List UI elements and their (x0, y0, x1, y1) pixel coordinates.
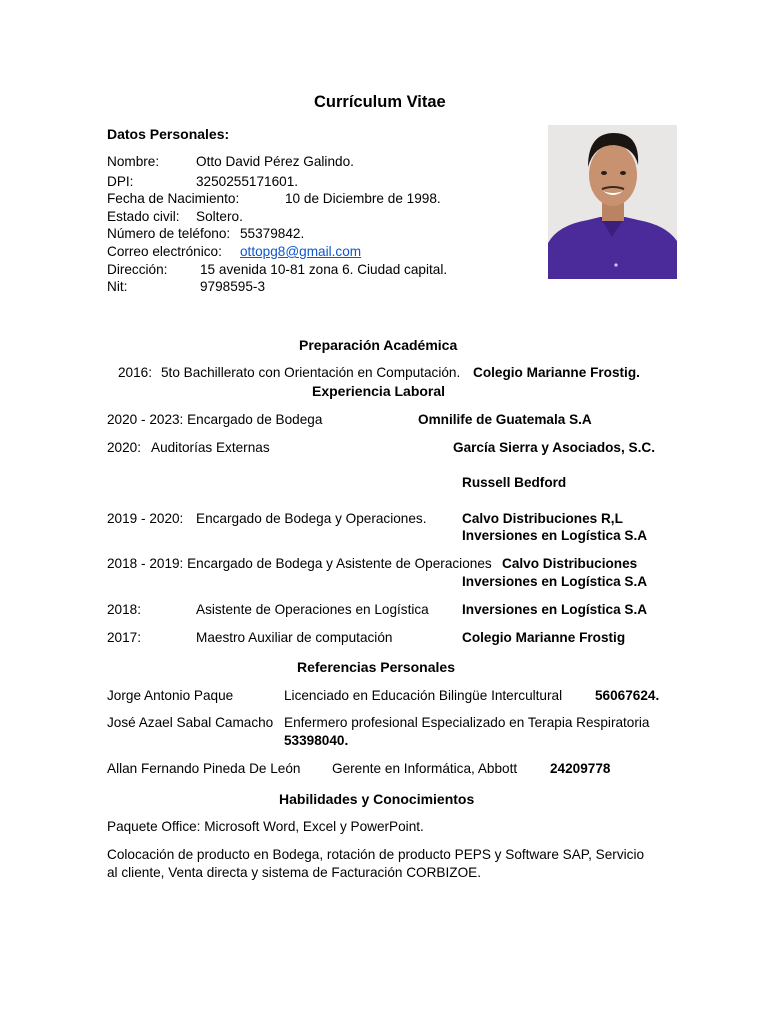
exp-company: Calvo Distribuciones (502, 556, 638, 571)
label-nombre: Nombre: (107, 154, 160, 169)
value-birthdate: 10 de Diciembre de 1998. (285, 191, 441, 206)
exp-period: 2019 - 2020: (107, 511, 184, 526)
exp-period: 2020: (107, 440, 142, 455)
exp-role: Encargado de Bodega y Operaciones. (196, 511, 427, 526)
exp-company: Colegio Marianne Frostig (462, 630, 626, 645)
reference-role: Licenciado en Educación Bilingüe Intercultural (284, 688, 563, 703)
education-school: Colegio Marianne Frostig. (473, 365, 640, 380)
page-title: Currículum Vitae (314, 93, 446, 111)
skills-description-line1: Colocación de producto en Bodega, rotación de producto PEPS y Software SAP, Servicio (107, 847, 645, 862)
exp-company: Inversiones en Logística S.A (462, 602, 648, 617)
label-email: Correo electrónico: (107, 244, 222, 259)
value-dpi: 3250255171601. (196, 174, 299, 189)
reference-name: José Azael Sabal Camacho (107, 715, 274, 730)
education-year: 2016: (118, 365, 153, 380)
exp-company-secondary: Inversiones en Logística S.A (462, 574, 648, 589)
reference-role: Gerente en Informática, Abbott (332, 761, 518, 776)
exp-company: García Sierra y Asociados, S.C. (453, 440, 655, 455)
reference-phone: 53398040. (284, 733, 349, 748)
exp-period: 2020 - 2023: Encargado de Bodega (107, 412, 323, 427)
reference-name: Allan Fernando Pineda De León (107, 761, 301, 776)
exp-period: 2017: (107, 630, 142, 645)
value-nombre: Otto David Pérez Galindo. (196, 154, 354, 169)
exp-role: Asistente de Operaciones en Logística (196, 602, 429, 617)
person-portrait-icon (548, 125, 677, 279)
label-birthdate: Fecha de Nacimiento: (107, 191, 240, 206)
exp-period: 2018: (107, 602, 142, 617)
skills-heading: Habilidades y Conocimientos (279, 791, 475, 807)
label-civil-status: Estado civil: (107, 209, 180, 224)
skills-office: Paquete Office: Microsoft Word, Excel y PowerPoint. (107, 819, 424, 834)
experience-heading: Experiencia Laboral (312, 383, 446, 399)
value-phone: 55379842. (240, 226, 305, 241)
reference-role: Enfermero profesional Especializado en Terapia Respiratoria (284, 715, 650, 730)
label-nit: Nit: (107, 279, 128, 294)
exp-role: Auditorías Externas (151, 440, 270, 455)
value-civil-status: Soltero. (196, 209, 243, 224)
reference-name: Jorge Antonio Paque (107, 688, 234, 703)
label-dpi: DPI: (107, 174, 134, 189)
value-address: 15 avenida 10-81 zona 6. Ciudad capital. (200, 262, 448, 277)
exp-company: Omnilife de Guatemala S.A (418, 412, 592, 427)
profile-photo (548, 125, 677, 279)
exp-company-secondary: Inversiones en Logística S.A (462, 528, 648, 543)
education-heading: Preparación Académica (299, 337, 458, 353)
reference-phone: 56067624. (595, 688, 660, 703)
label-phone: Número de teléfono: (107, 226, 231, 241)
email-link[interactable]: ottopg8@gmail.com (240, 244, 362, 259)
personal-heading: Datos Personales: (107, 126, 230, 142)
references-heading: Referencias Personales (297, 659, 455, 675)
education-program: 5to Bachillerato con Orientación en Computación. (161, 365, 461, 380)
exp-company: Russell Bedford (462, 475, 567, 490)
reference-phone: 24209778 (550, 761, 611, 776)
skills-description-line2: al cliente, Venta directa y sistema de Facturación CORBIZOE. (107, 865, 481, 880)
value-nit: 9798595-3 (200, 279, 266, 294)
label-address: Dirección: (107, 262, 168, 277)
exp-company: Calvo Distribuciones R,L (462, 511, 623, 526)
exp-period: 2018 - 2019: Encargado de Bodega y Asistente de Operaciones (107, 556, 492, 571)
exp-role: Maestro Auxiliar de computación (196, 630, 393, 645)
